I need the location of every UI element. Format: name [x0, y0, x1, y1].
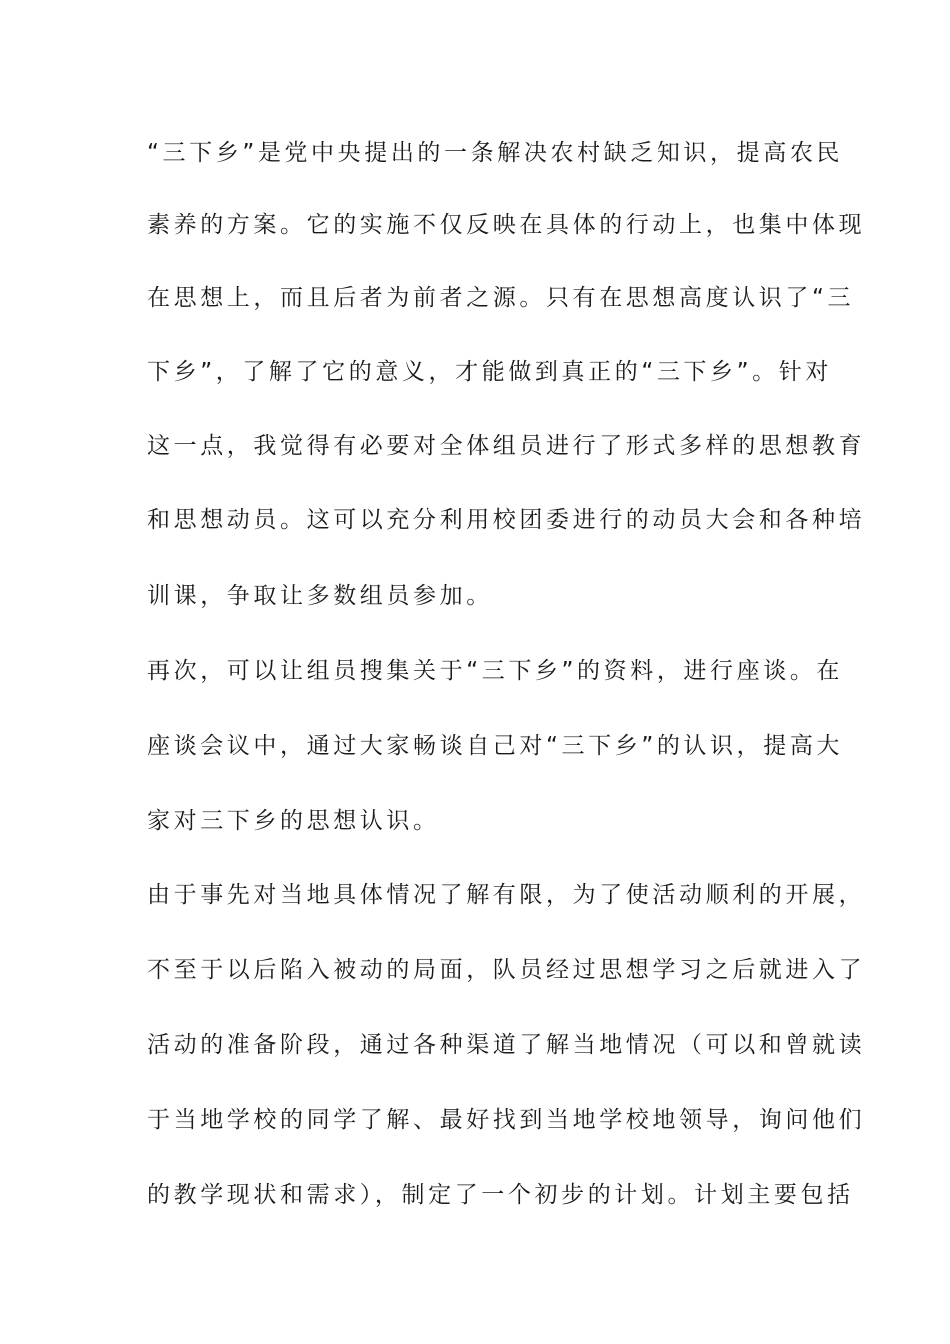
- text-line: 不至于以后陷入被动的局面，队员经过思想学习之后就进入了: [147, 957, 866, 983]
- text-line: 训课，争取让多数组员参加。: [147, 583, 493, 609]
- text-line: 这一点，我觉得有必要对全体组员进行了形式多样的思想教育: [147, 433, 866, 459]
- text-line: 于当地学校的同学了解、最好找到当地学校地领导，询问他们: [147, 1107, 866, 1133]
- text-line: “三下乡”是党中央提出的一条解决农村缺乏知识，提高农民: [147, 140, 844, 166]
- text-line: 和思想动员。这可以充分利用校团委进行的动员大会和各种培: [147, 507, 866, 533]
- text-line: 座谈会议中，通过大家畅谈自己对“三下乡”的认识，提高大: [147, 733, 844, 759]
- text-line: 活动的准备阶段，通过各种渠道了解当地情况（可以和曾就读: [147, 1032, 866, 1058]
- text-line: 下乡”，了解了它的意义，才能做到真正的“三下乡”。针对: [147, 359, 832, 385]
- text-line: 的教学现状和需求），制定了一个初步的计划。计划主要包括: [147, 1182, 854, 1208]
- text-line: 再次，可以让组员搜集关于“三下乡”的资料，进行座谈。在: [147, 658, 844, 684]
- text-line: 由于事先对当地具体情况了解有限，为了使活动顺利的开展，: [147, 882, 866, 908]
- text-line: 素养的方案。它的实施不仅反映在具体的行动上，也集中体现: [147, 212, 866, 238]
- text-line: 家对三下乡的思想认识。: [147, 808, 440, 834]
- text-line: 在思想上，而且后者为前者之源。只有在思想高度认识了“三: [147, 285, 855, 311]
